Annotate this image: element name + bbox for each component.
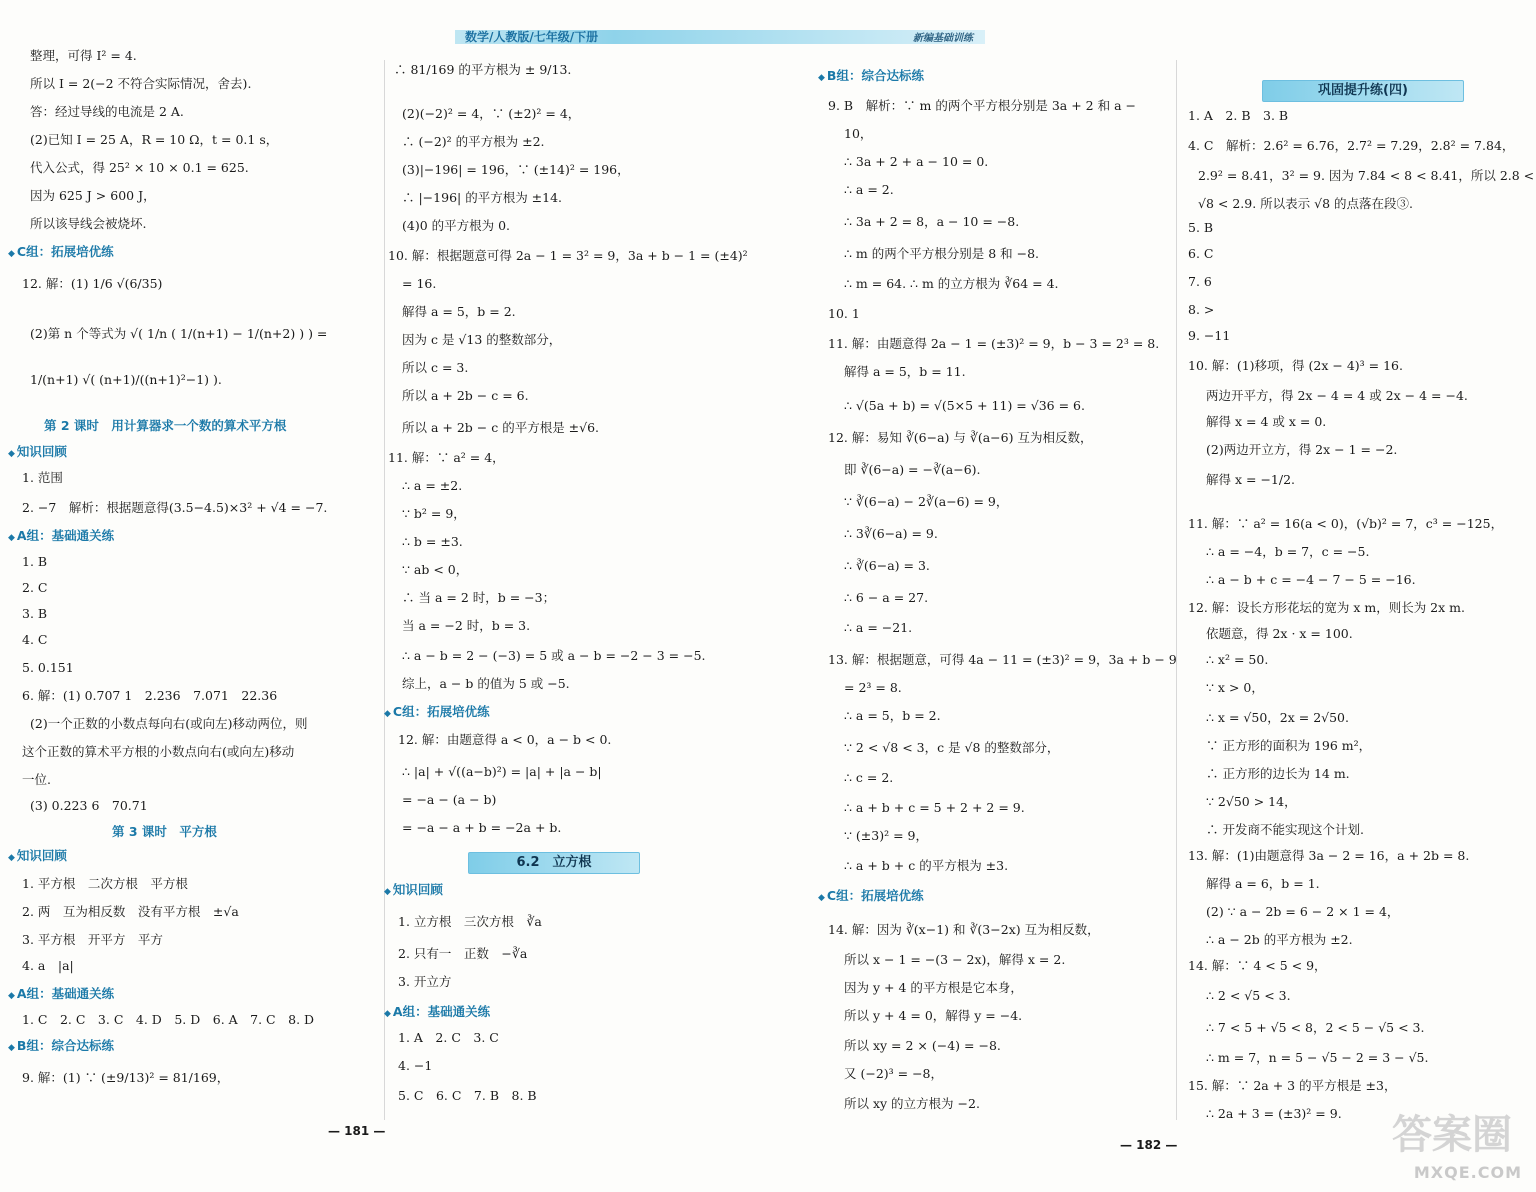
answer-line: 解得 a = 6，b = 1. (1206, 876, 1320, 891)
answer-line: (4)0 的平方根为 0. (402, 218, 511, 233)
answer-line: 11. 解：∵ a² = 16(a < 0)，(√b)² = 7，c³ = −125， (1188, 516, 1504, 531)
header-book-title: 数学/人教版/七年级/下册 (465, 30, 599, 44)
answer-line: 一位. (22, 772, 51, 787)
answer-line: ∴ a = ±2. (402, 478, 463, 493)
answer-line: ∴ m = 64. ∴ m 的立方根为 ∛64 = 4. (844, 276, 1059, 291)
answer-line: ∴ a − 2b 的平方根为 ±2. (1206, 932, 1353, 947)
section-heading: ◆ C组：拓展培优练 (384, 706, 490, 719)
answer-line: ∴ 正方形的边长为 14 m. (1206, 766, 1350, 781)
answer-line: 2. 两 互为相反数 没有平方根 ±√a (22, 904, 239, 919)
answer-line: ∴ 当 a = 2 时，b = −3； (402, 590, 556, 605)
section-heading: ◆ A组：基础通关练 (8, 988, 114, 1001)
answer-line: 综上，a − b 的值为 5 或 −5. (402, 676, 570, 691)
answer-line: 3. 平方根 开平方 平方 (22, 932, 163, 947)
lesson-title: 第 2 课时 用计算器求一个数的算术平方根 (44, 418, 287, 433)
answer-line: 3. 开立方 (398, 974, 452, 989)
answer-line: 解得 x = 4 或 x = 0. (1206, 414, 1327, 429)
section-heading: ◆ C组：拓展培优练 (8, 246, 114, 259)
answer-line: 整理，可得 I² = 4. (30, 48, 137, 63)
answer-line: (2)已知 I = 25 A，R = 10 Ω，t = 0.1 s， (30, 132, 279, 147)
section-heading: ◆ C组：拓展培优练 (818, 890, 924, 903)
answer-line: 3. B (22, 606, 48, 621)
column-divider (384, 60, 385, 1120)
answer-line: 依题意，得 2x · x = 100. (1206, 626, 1353, 641)
answer-line: ∵ x > 0， (1206, 680, 1264, 695)
answer-line: 解得 x = −1/2. (1206, 472, 1296, 487)
answer-line: 13. 解：根据题意，可得 4a − 11 = (±3)² = 9，3a + b − 9 (828, 652, 1177, 667)
answer-line: 所以 xy = 2 × (−4) = −8. (844, 1038, 1001, 1053)
section-heading: ◆ 知识回顾 (384, 884, 443, 897)
answer-line: 两边开平方，得 2x − 4 = 4 或 2x − 4 = −4. (1206, 388, 1468, 403)
answer-line: 12. 解：设长方形花坛的宽为 x m，则长为 2x m. (1188, 600, 1465, 615)
answer-line: 所以 a + 2b − c = 6. (402, 388, 529, 403)
answer-line: ∴ |−196| 的平方根为 ±14. (402, 190, 563, 205)
answer-line: ∴ a − b = 2 − (−3) = 5 或 a − b = −2 − 3 = −5. (402, 648, 706, 663)
answer-line: 因为 c 是 √13 的整数部分， (402, 332, 562, 347)
answer-line: (2) ∵ a − 2b = 6 − 2 × 1 = 4， (1206, 904, 1400, 919)
answer-line: ∴ a − b + c = −4 − 7 − 5 = −16. (1206, 572, 1416, 587)
header-series-title: 新编基础训练 (913, 33, 973, 44)
answer-line: 2. 只有一 正数 −∛a (398, 946, 528, 961)
answer-line: 12. 解：易知 ∛(6−a) 与 ∛(a−6) 互为相反数， (828, 430, 1093, 445)
answer-line: 12. 解：由题意得 a < 0，a − b < 0. (398, 732, 612, 747)
watermark-logo: 答案圈 (1392, 1112, 1512, 1158)
answer-line: 4. a |a| (22, 958, 74, 973)
answer-line: 所以 x − 1 = −(3 − 2x)，解得 x = 2. (844, 952, 1066, 967)
answer-line: (2)两边开立方，得 2x − 1 = −2. (1206, 442, 1398, 457)
answer-line: ∴ |a| + √((a−b)²) = |a| + |a − b| (402, 764, 602, 779)
answer-line: 9. B 解析：∵ m 的两个平方根分别是 3a + 2 和 a − (828, 98, 1136, 113)
answer-line: 10. 解：(1)移项，得 (2x − 4)³ = 16. (1188, 358, 1403, 373)
section-heading: ◆ A组：基础通关练 (384, 1006, 490, 1019)
answer-line: 2.9² = 8.41，3² = 9. 因为 7.84 < 8 < 8.41，所以 2.8 < (1198, 168, 1535, 183)
answer-line: (2)(−2)² = 4，∵ (±2)² = 4， (402, 106, 581, 121)
section-heading: ◆ 知识回顾 (8, 446, 67, 459)
answer-line: 1. 平方根 二次方根 平方根 (22, 876, 188, 891)
page-header-bar (455, 30, 985, 44)
answer-line: ∴ ∛(6−a) = 3. (844, 558, 930, 573)
answer-line: 5. C 6. C 7. B 8. B (398, 1088, 537, 1103)
answer-line: 6. 解：(1) 0.707 1 2.236 7.071 22.36 (22, 688, 278, 703)
answer-line: 14. 解：因为 ∛(x−1) 和 ∛(3−2x) 互为相反数， (828, 922, 1100, 937)
answer-line: 14. 解：∵ 4 < 5 < 9， (1188, 958, 1327, 973)
answer-line: ∴ b = ±3. (402, 534, 463, 549)
answer-line: 2. −7 解析：根据题意得(3.5−4.5)×3² + √4 = −7. (22, 500, 328, 515)
answer-line: 11. 解：∵ a² = 4， (388, 450, 505, 465)
answer-line: = 16. (402, 276, 437, 291)
answer-line: 1. A 2. C 3. C (398, 1030, 499, 1045)
answer-line: ∴ 6 − a = 27. (844, 590, 929, 605)
answer-line: 7. 6 (1188, 274, 1212, 289)
answer-line: 5. 0.151 (22, 660, 74, 675)
answer-line: ∵ (±3)² = 9， (844, 828, 928, 843)
answer-line: 解得 a = 5，b = 2. (402, 304, 516, 319)
answer-line: ∴ 81/169 的平方根为 ± 9/13. (394, 62, 572, 77)
answer-line: ∵ b² = 9， (402, 506, 466, 521)
answer-line: 4. C (22, 632, 48, 647)
answer-line: ∴ 7 < 5 + √5 < 8，2 < 5 − √5 < 3. (1206, 1020, 1425, 1035)
answer-line: = −a − (a − b) (402, 792, 497, 807)
answer-line: 答：经过导线的电流是 2 A. (30, 104, 184, 119)
answer-line: ∴ x = √50，2x = 2√50. (1206, 710, 1349, 725)
answer-line: ∵ ab < 0， (402, 562, 469, 577)
answer-line: ∴ 开发商不能实现这个计划. (1206, 822, 1364, 837)
answer-line: ∴ 3∛(6−a) = 9. (844, 526, 938, 541)
section-heading: ◆ B组：综合达标练 (8, 1040, 114, 1053)
answer-line: 因为 625 J > 600 J， (30, 188, 156, 203)
answer-line: ∴ 2a + 3 = (±3)² = 9. (1206, 1106, 1342, 1121)
answer-line: 11. 解：由题意得 2a − 1 = (±3)² = 9，b − 3 = 2³ = 8. (828, 336, 1160, 351)
answer-line: ∵ 2√50 > 14， (1206, 794, 1297, 809)
answer-line: ∵ 正方形的面积为 196 m²， (1206, 738, 1372, 753)
answer-line: ∴ a = 2. (844, 182, 894, 197)
answer-line: 2. C (22, 580, 48, 595)
answer-line: 1. 立方根 三次方根 ∛a (398, 914, 542, 929)
answer-line: = −a − a + b = −2a + b. (402, 820, 562, 835)
answer-line: 1. 范围 (22, 470, 63, 485)
page-number-left: — 181 — (328, 1124, 386, 1138)
answer-line: (2)第 n 个等式为 √( 1/n ( 1/(n+1) − 1/(n+2) ) ) = (30, 326, 328, 341)
answer-line: 15. 解：∵ 2a + 3 的平方根是 ±3， (1188, 1078, 1397, 1093)
answer-line: 9. 解：(1) ∵ (±9/13)² = 81/169， (22, 1070, 230, 1085)
watermark-url: MXQE.COM (1413, 1163, 1522, 1182)
answer-line: 9. −11 (1188, 328, 1231, 343)
section-heading: ◆ A组：基础通关练 (8, 530, 114, 543)
answer-line: ∴ x² = 50. (1206, 652, 1269, 667)
answer-line: ∴ m = 7，n = 5 − √5 − 2 = 3 − √5. (1206, 1050, 1429, 1065)
answer-line: (3)|−196| = 196，∵ (±14)² = 196， (402, 162, 630, 177)
answer-line: 5. B (1188, 220, 1214, 235)
answer-line: 所以该导线会被烧坏. (30, 216, 147, 231)
answer-line: ∵ 2 < √8 < 3，c 是 √8 的整数部分， (844, 740, 1060, 755)
answer-line: ∵ ∛(6−a) − 2∛(a−6) = 9， (844, 494, 1009, 509)
answer-line: (2)一个正数的小数点每向右(或向左)移动两位，则 (30, 716, 308, 731)
answer-line: ∴ a = 5，b = 2. (844, 708, 941, 723)
answer-line: ∴ a = −4，b = 7，c = −5. (1206, 544, 1370, 559)
answer-line: 所以 xy 的立方根为 −2. (844, 1096, 980, 1111)
answer-line: 又 (−2)³ = −8， (844, 1066, 944, 1081)
answer-line: 1. A 2. B 3. B (1188, 108, 1289, 123)
answer-line: 10. 解：根据题意可得 2a − 1 = 3² = 9，3a + b − 1 = (±4)² (388, 248, 748, 263)
answer-line: 1. C 2. C 3. C 4. D 5. D 6. A 7. C 8. D (22, 1012, 315, 1027)
answer-line: 即 ∛(6−a) = −∛(a−6). (844, 462, 981, 477)
answer-line: ∴ (−2)² 的平方根为 ±2. (402, 134, 545, 149)
answer-line: 1/(n+1) √( (n+1)/((n+1)²−1) ). (30, 372, 222, 387)
answer-line: 当 a = −2 时，b = 3. (402, 618, 531, 633)
answer-line: 所以 I = 2(−2 不符合实际情况，舍去). (30, 76, 252, 91)
answer-line: 代入公式，得 25² × 10 × 0.1 = 625. (30, 160, 249, 175)
answer-line: 6. C (1188, 246, 1214, 261)
answer-line: ∴ √(5a + b) = √(5×5 + 11) = √36 = 6. (844, 398, 1085, 413)
answer-line: 这个正数的算术平方根的小数点向右(或向左)移动 (22, 744, 295, 759)
answer-line: (3) 0.223 6 70.71 (30, 798, 148, 813)
section-heading: ◆ 知识回顾 (8, 850, 67, 863)
section-title-review-4: 巩固提升练(四) (1262, 80, 1464, 102)
answer-line: 所以 a + 2b − c 的平方根是 ±√6. (402, 420, 600, 435)
answer-line: ∴ 3a + 2 + a − 10 = 0. (844, 154, 989, 169)
answer-line: 12. 解：(1) 1/6 √(6/35) (22, 276, 163, 291)
answer-line: 1. B (22, 554, 48, 569)
answer-line: 所以 c = 3. (402, 360, 469, 375)
answer-line: 所以 y + 4 = 0，解得 y = −4. (844, 1008, 1023, 1023)
answer-line: = 2³ = 8. (844, 680, 902, 695)
site-watermark (1382, 1108, 1532, 1188)
answer-line: √8 < 2.9. 所以表示 √8 的点落在段③. (1198, 196, 1414, 211)
section-title-cube-root: 6.2 立方根 (468, 852, 640, 874)
answer-line: ∴ a + b + c 的平方根为 ±3. (844, 858, 1009, 873)
answer-line: 8. > (1188, 302, 1215, 317)
answer-line: ∴ 2 < √5 < 3. (1206, 988, 1291, 1003)
answer-line: ∴ m 的两个平方根分别是 8 和 −8. (844, 246, 1040, 261)
answer-line: 解得 a = 5，b = 11. (844, 364, 966, 379)
section-heading: ◆ B组：综合达标练 (818, 70, 924, 83)
answer-line: 10， (844, 126, 873, 141)
answer-line: ∴ c = 2. (844, 770, 894, 785)
lesson-title: 第 3 课时 平方根 (112, 824, 217, 839)
page-number-right: — 182 — (1120, 1138, 1178, 1152)
column-divider (1176, 60, 1177, 1120)
answer-line: 10. 1 (828, 306, 860, 321)
answer-line: ∴ 3a + 2 = 8，a − 10 = −8. (844, 214, 1020, 229)
answer-line: ∴ a + b + c = 5 + 2 + 2 = 9. (844, 800, 1025, 815)
answer-line: 因为 y + 4 的平方根是它本身， (844, 980, 1023, 995)
answer-line: ∴ a = −21. (844, 620, 913, 635)
answer-line: 13. 解：(1)由题意得 3a − 2 = 16，a + 2b = 8. (1188, 848, 1470, 863)
answer-line: 4. C 解析：2.6² = 6.76，2.7² = 7.29，2.8² = 7.84， (1188, 138, 1515, 153)
answer-line: 4. −1 (398, 1058, 433, 1073)
